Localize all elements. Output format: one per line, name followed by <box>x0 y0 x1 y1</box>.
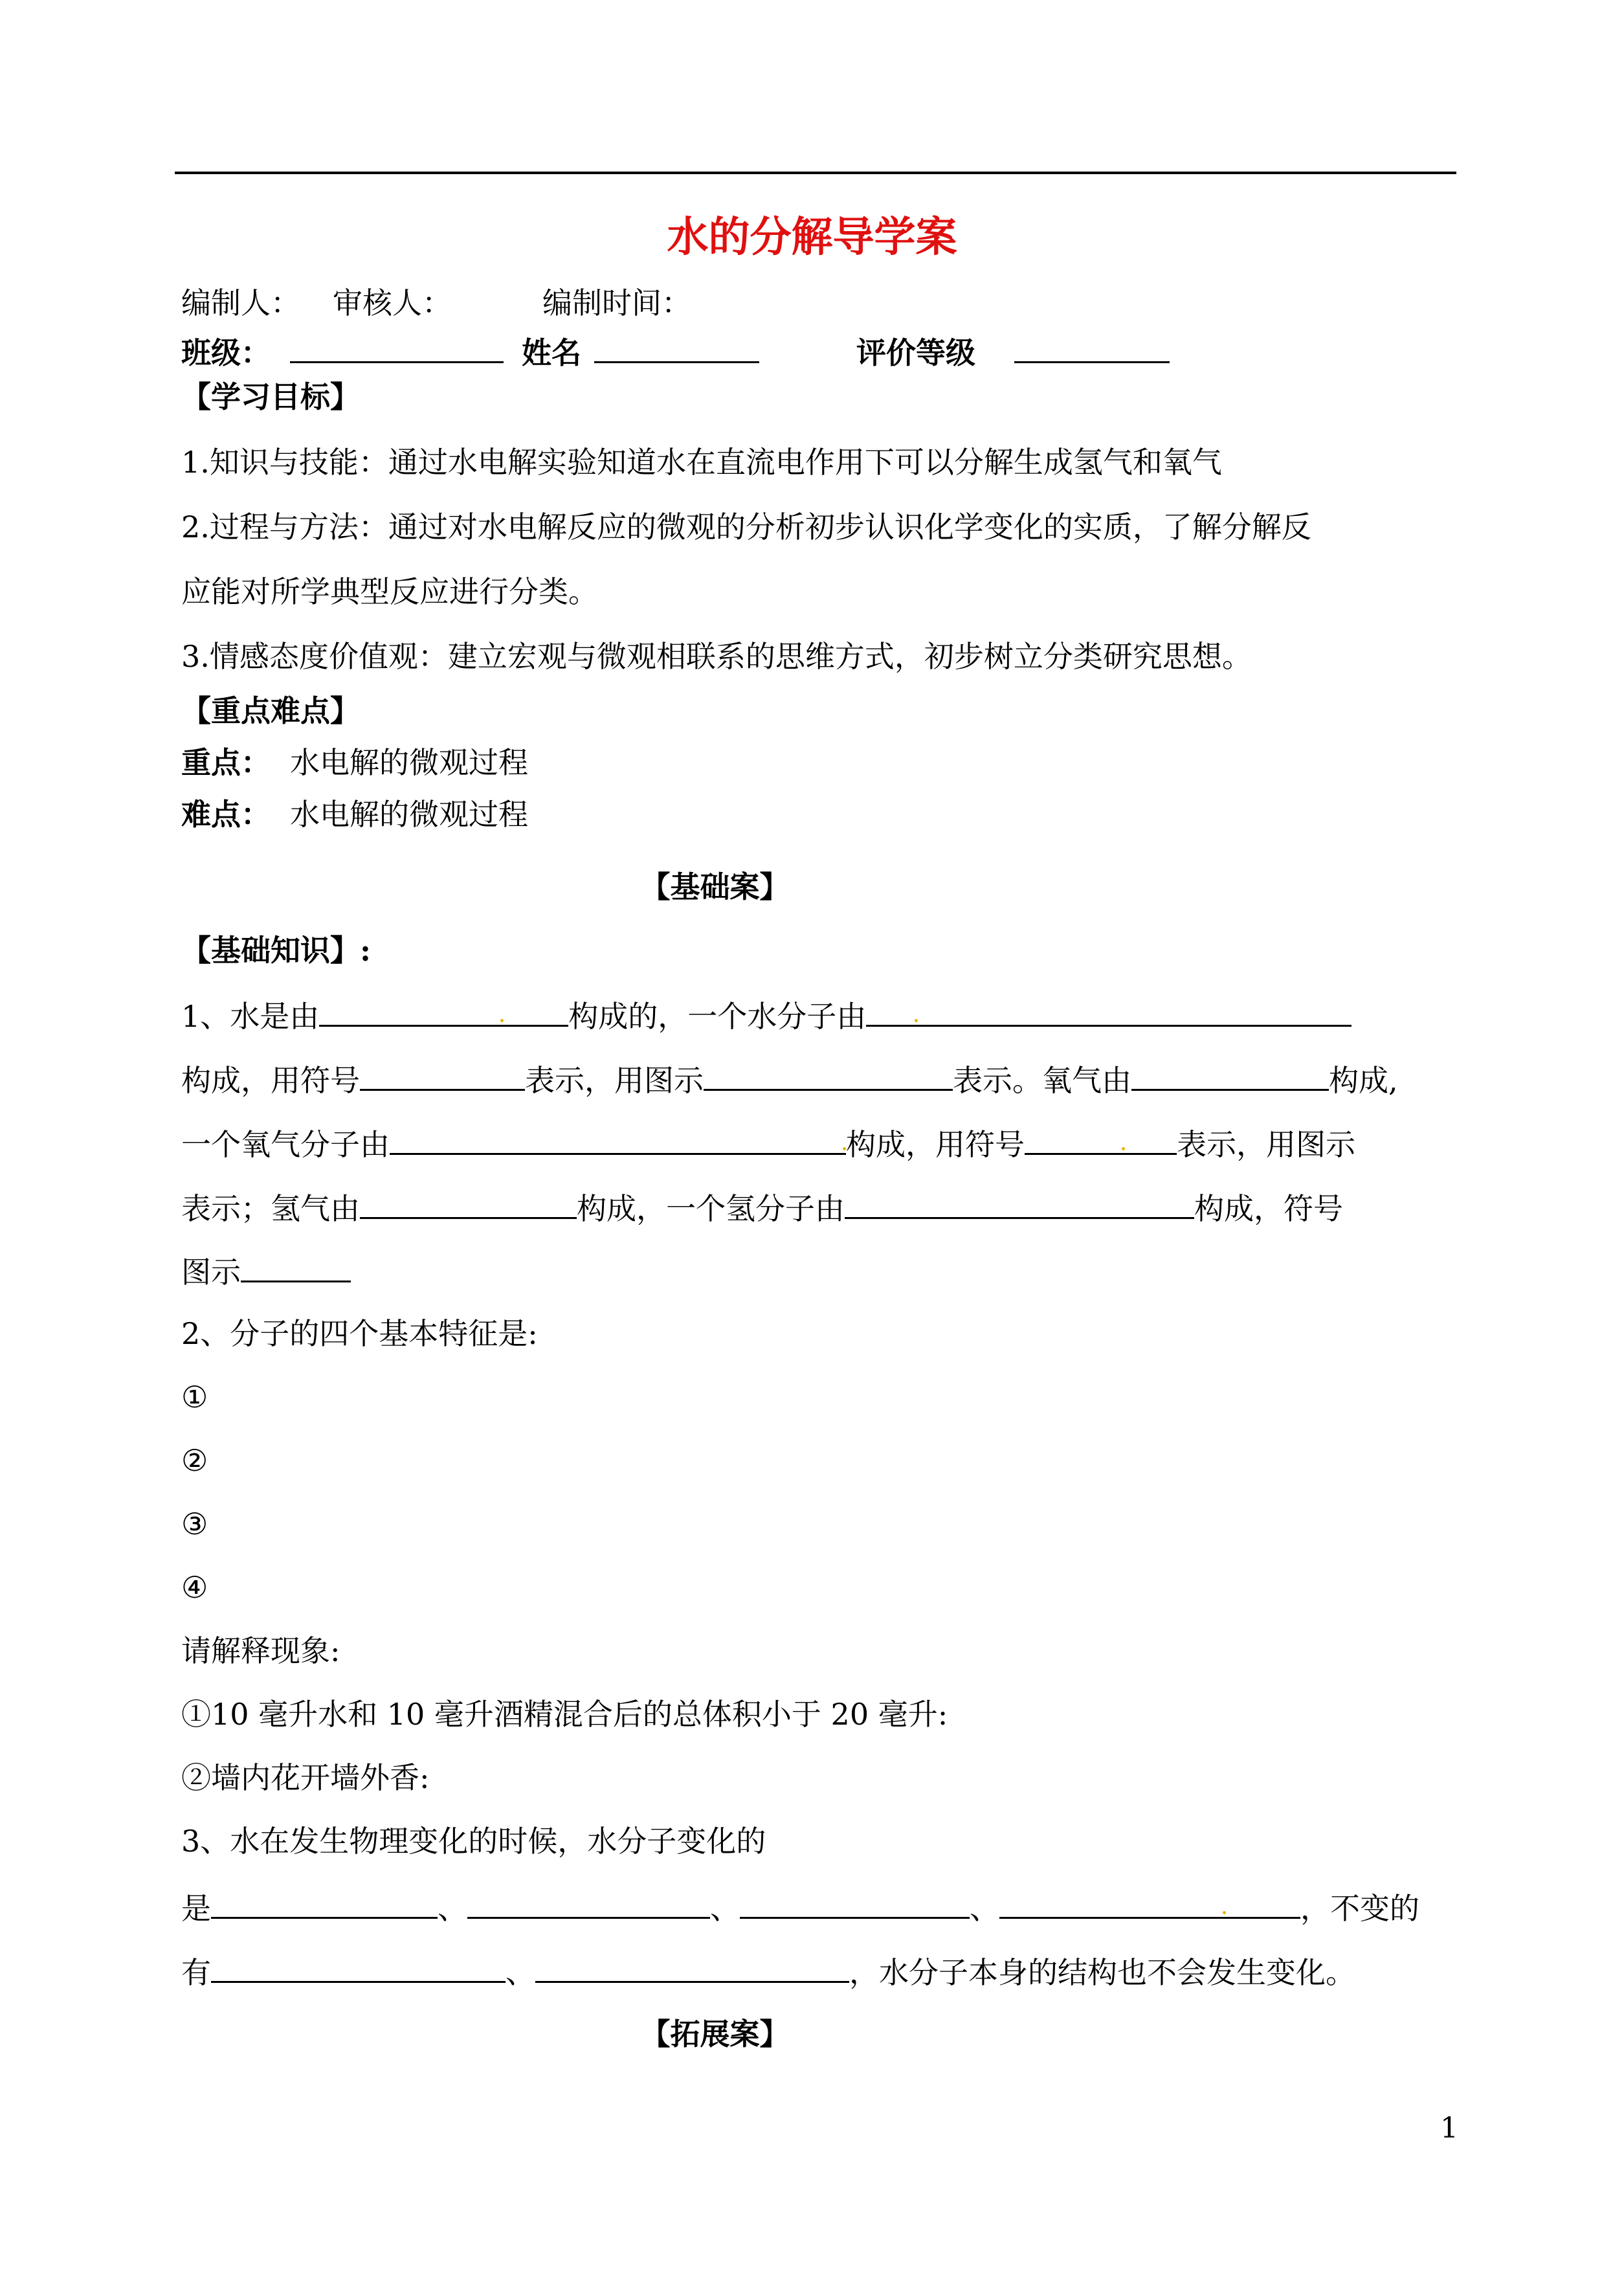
q1-blank-8[interactable] <box>360 1186 577 1219</box>
q3-blank-2[interactable] <box>467 1886 710 1919</box>
grade-label: 评价等级 <box>856 335 975 370</box>
key-line <box>181 743 528 782</box>
q1-blank-9[interactable] <box>845 1186 1194 1219</box>
grade-blank[interactable] <box>1014 330 1170 363</box>
time-label: 编制时间： <box>542 285 691 320</box>
q3-sep: 、 <box>710 1891 740 1926</box>
q1-text: 一个氧气分子由 <box>181 1127 390 1162</box>
q1-line-1 <box>181 994 1351 1036</box>
key-text: 水电解的微观过程 <box>290 745 528 780</box>
q1-text: 表示，用图示 <box>525 1063 704 1098</box>
objective-3: 3.情感态度价值观：建立宏观与微观相联系的思维方式，初步树立分类研究思想。 <box>181 639 1252 674</box>
q2-item-3: ③ <box>181 1506 208 1541</box>
objective-2b: 应能对所学典型反应进行分类。 <box>181 574 598 609</box>
q1-text: 构成，用符号 <box>846 1127 1025 1162</box>
info-line <box>181 330 1170 372</box>
q2-explain-1: ①10 毫升水和 10 毫升酒精混合后的总体积小于 20 毫升: <box>181 1697 948 1732</box>
q2-explain: 请解释现象: <box>181 1633 340 1668</box>
q1-text: 图示 <box>181 1255 241 1290</box>
q2-item-2: ② <box>181 1443 208 1478</box>
objectives-heading: 【学习目标】 <box>181 379 360 414</box>
q3-sep: 、 <box>438 1891 467 1926</box>
q1-blank-4[interactable] <box>704 1058 953 1091</box>
q3-sep: 、 <box>970 1891 999 1926</box>
q3-blank-5[interactable] <box>211 1950 506 1983</box>
objective-2a: 2.过程与方法：通过对水电解反应的微观的分析初步认识化学变化的实质，了解分解反 <box>181 509 1311 544</box>
q1-text: 构成，用符号 <box>181 1063 360 1098</box>
keypoints-heading: 【重点难点】 <box>181 693 360 728</box>
difficulty-line <box>181 795 528 834</box>
key-label: 重点： <box>181 745 271 780</box>
q3-blank-3[interactable] <box>740 1886 970 1919</box>
q1-blank-10[interactable] <box>241 1249 351 1282</box>
class-label: 班级： <box>181 335 271 370</box>
basic-case-heading: 【基础案】 <box>640 869 790 904</box>
objective-1: 1.知识与技能：通过水电解实验知道水在直流电作用下可以分解生成氢气和氧气 <box>181 445 1222 480</box>
q1-line-4 <box>181 1186 1343 1228</box>
q1-line-3 <box>181 1122 1355 1164</box>
q3-line-3 <box>181 1950 1355 1992</box>
meta-line <box>181 284 691 322</box>
q1-blank-6[interactable] <box>390 1122 846 1155</box>
class-blank[interactable] <box>290 330 504 363</box>
q3-text: 有 <box>181 1955 211 1990</box>
q3-text: 是 <box>181 1891 211 1926</box>
q3-text: ，水分子本身的结构也不会发生变化。 <box>849 1955 1355 1990</box>
doc-title: 水的分解导学案 <box>667 214 957 262</box>
q1-text: 构成，一个氢分子由 <box>577 1191 845 1226</box>
name-blank[interactable] <box>594 330 759 363</box>
q1-blank-1[interactable] <box>319 994 568 1027</box>
q1-text: 表示，用图示 <box>1177 1127 1355 1162</box>
q2-heading: 2、分子的四个基本特征是: <box>181 1316 538 1351</box>
extend-case-heading: 【拓展案】 <box>640 2017 790 2052</box>
q3-line-2 <box>181 1886 1419 1928</box>
q3-line-1: 3、水在发生物理变化的时候，水分子变化的 <box>181 1824 766 1859</box>
q1-text: 1、水是由 <box>181 999 320 1034</box>
q1-text: 构成, <box>1329 1063 1398 1098</box>
q1-line-2 <box>181 1058 1398 1100</box>
q3-blank-6[interactable] <box>535 1950 849 1983</box>
q1-text: 表示；氢气由 <box>181 1191 360 1226</box>
q3-text: ，不变的 <box>1300 1891 1419 1926</box>
page-number: 1 <box>1440 2112 1458 2145</box>
q1-blank-2[interactable] <box>866 994 1351 1027</box>
q2-item-1: ① <box>181 1380 208 1415</box>
header-rule <box>175 172 1456 174</box>
q3-sep: 、 <box>506 1955 535 1990</box>
compiler-label: 编制人： <box>181 285 300 320</box>
q1-blank-5[interactable] <box>1131 1058 1329 1091</box>
q1-line-5 <box>181 1249 351 1292</box>
q1-blank-3[interactable] <box>360 1058 525 1091</box>
difficulty-text: 水电解的微观过程 <box>290 797 528 832</box>
q3-blank-4[interactable] <box>999 1886 1300 1919</box>
reviewer-label: 审核人： <box>333 285 452 320</box>
q1-text: 构成，符号 <box>1194 1191 1343 1226</box>
q2-item-4: ④ <box>181 1570 208 1605</box>
q1-text: 构成的，一个水分子由 <box>568 999 867 1034</box>
q2-explain-2: ②墙内花开墙外香: <box>181 1760 430 1795</box>
q3-blank-1[interactable] <box>211 1886 438 1919</box>
name-label: 姓名 <box>522 335 581 370</box>
basic-knowledge-heading: 【基础知识】: <box>181 933 371 968</box>
q1-text: 表示。氧气由 <box>953 1063 1131 1098</box>
q1-blank-7[interactable] <box>1025 1122 1177 1155</box>
difficulty-label: 难点： <box>181 797 271 832</box>
